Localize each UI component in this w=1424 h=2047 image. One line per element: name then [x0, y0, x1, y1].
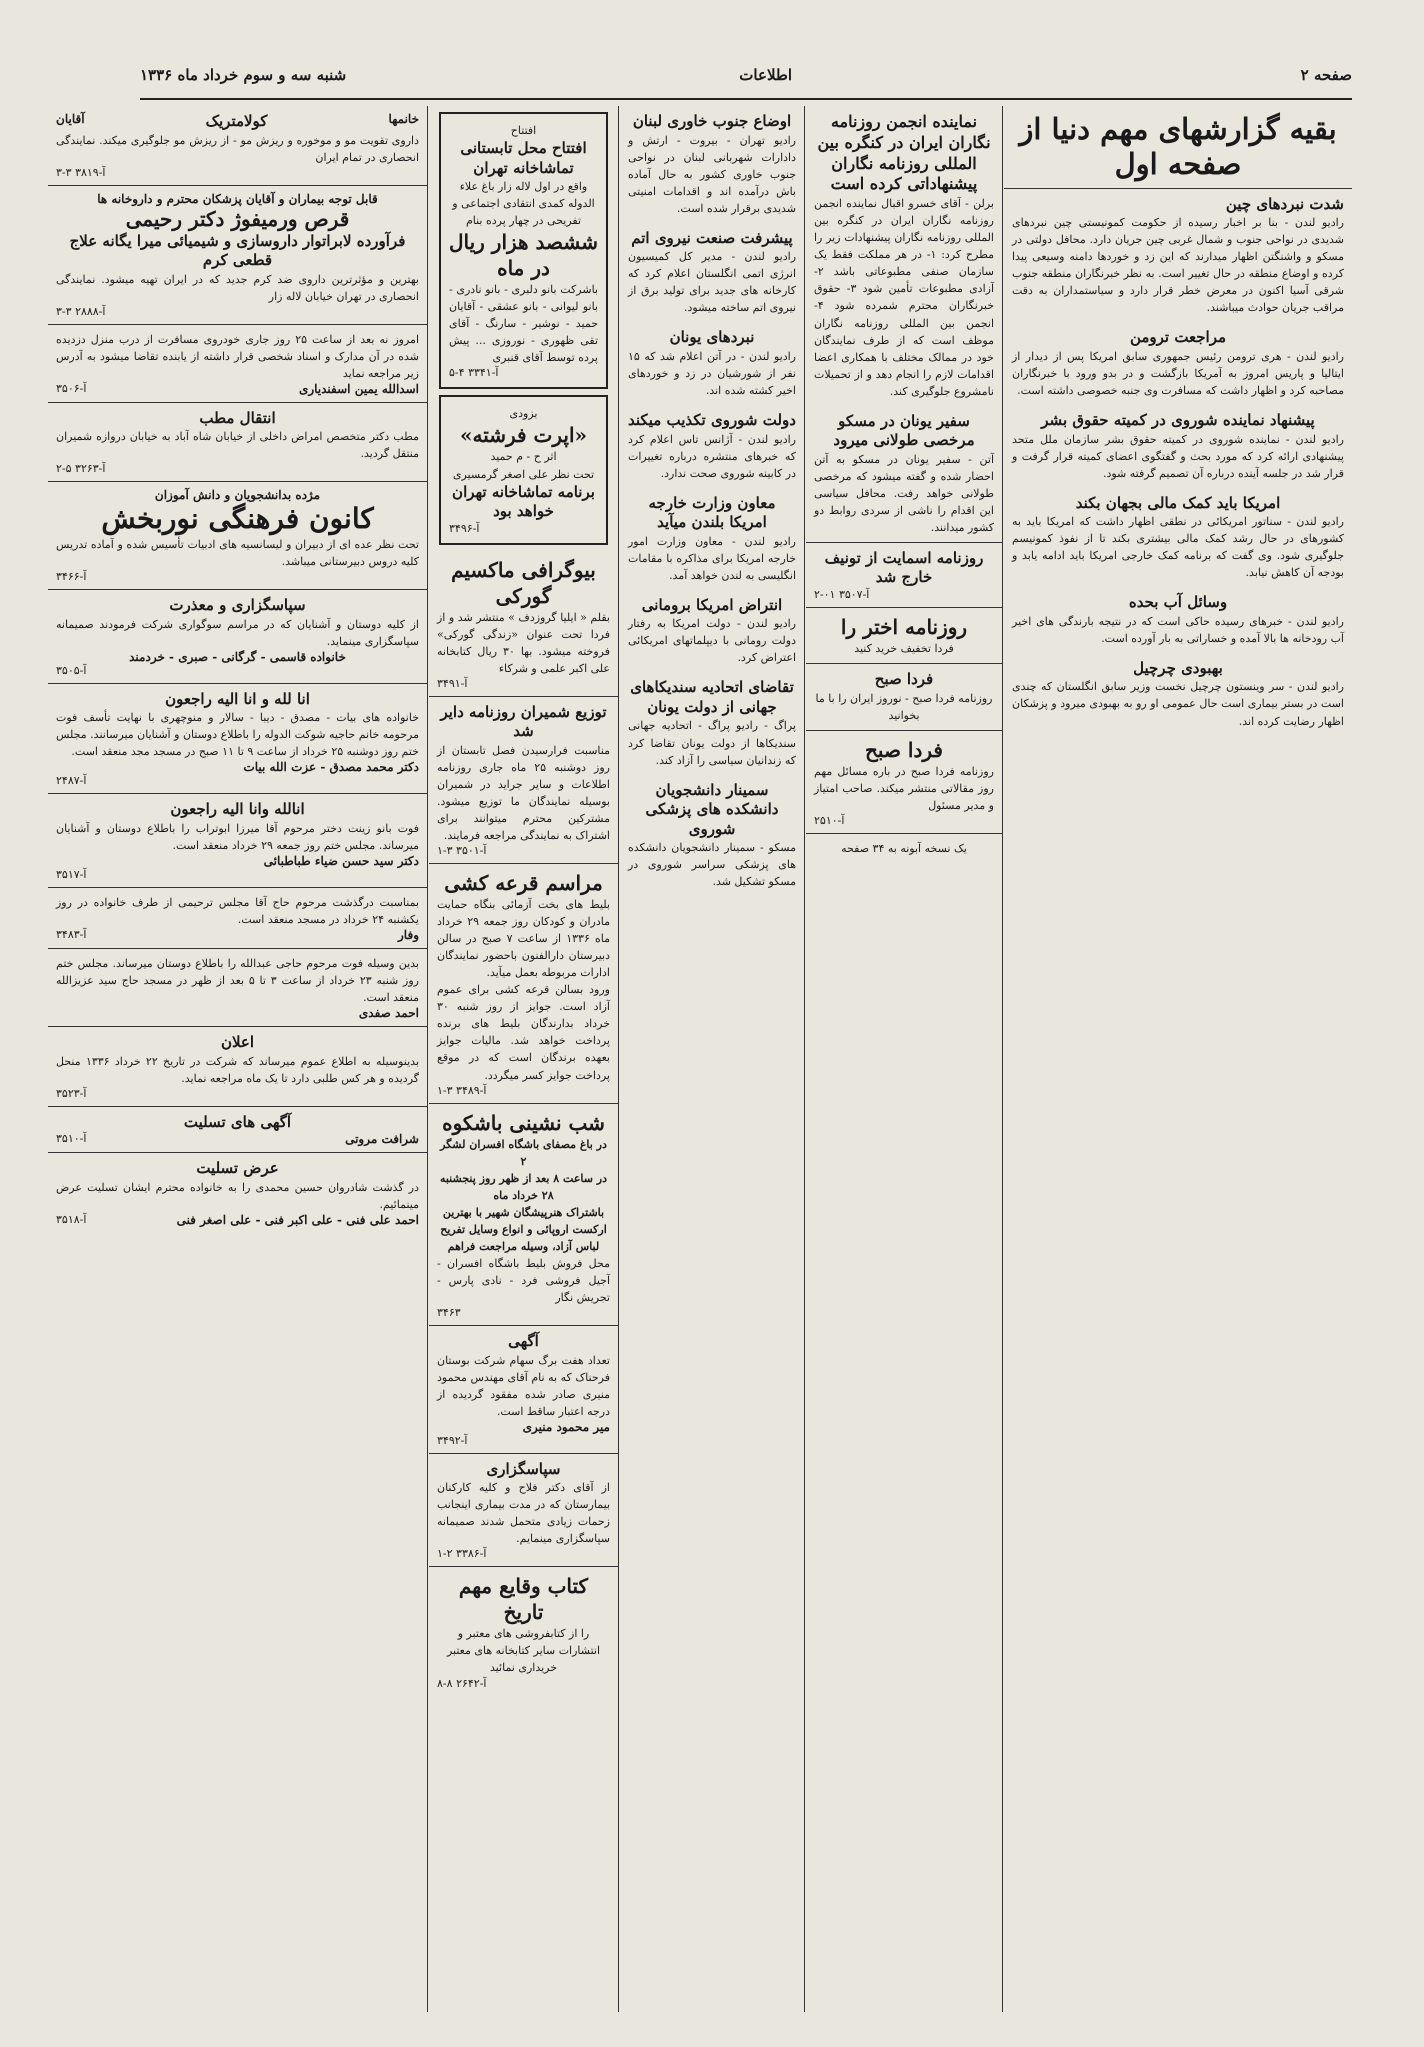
- ad-line: لباس آزاد، وسیله مراجعت فراهم: [447, 1239, 600, 1253]
- ad-code: آ-۳۴۹۶: [449, 521, 480, 535]
- article: [806, 106, 1002, 406]
- article-title: مراجعت ترومن: [1129, 328, 1227, 347]
- play-title: ششصد هزار ریال در ماه: [448, 230, 598, 281]
- article-body: رادیو لندن - نماینده شوروی در کمیته حقوق بشر سازمان ملل متحد پیشنهادی ارائه کرد که مورد بحث و گفتگوی اعضای کمیته قرار گرفت و قرار شد در جلسه آینده درباره آن تصمیم گرفته شود.: [1012, 432, 1344, 480]
- notice: [429, 1326, 618, 1454]
- ad-code: آ-۲۴۸۷: [56, 774, 87, 788]
- thanks-notice: [48, 590, 427, 684]
- ad-title: کانون فرهنگی نوربخش: [101, 502, 374, 536]
- article: [620, 590, 804, 673]
- ad-body: فوت بانو زینت دختر مرحوم آقا میرزا ابوتراب را باطلاع دوستان و آشنایان میرساند. مجلس ختم روز جمعه ۲۹ خرداد منعقد است.: [56, 821, 419, 852]
- article-title: نماینده انجمن روزنامه نگاران ایران در کنگره بین المللی روزنامه نگاران پیشنهاداتی کرده است: [817, 112, 991, 194]
- ad-title: اعلان: [220, 1033, 255, 1052]
- ad-body: یک نسخه آبونه به ۳۴ صفحه: [841, 841, 967, 855]
- ad-title: مراسم قرعه کشی: [444, 871, 603, 896]
- ad-signature: میر محمود منیری: [522, 1419, 610, 1434]
- ad-code: آ-۳۵۱۸: [56, 1212, 87, 1226]
- article: [620, 405, 804, 488]
- ad-body: از کلیه دوستان و آشنایان که در مراسم سوگواری شرکت فرمودند صمیمانه سپاسگزاری مینماید.: [56, 617, 419, 648]
- ad-code: آ-۲۶۴۲ ۸-۸: [437, 1676, 487, 1690]
- ad-body: تحت نظر عده ای از دبیران و لیسانسیه های ادبیات تأسیس شده و آماده تدریس کلیه دروس دبیرستانی میباشد.: [56, 538, 419, 569]
- ad-code: ۲-۵ آ-۳۲۶۳: [56, 462, 106, 476]
- ad-kicker: مژده بدانشجویان و دانش آموزان: [154, 488, 321, 503]
- article-title: سفیر یونان در مسکو مرخصی طولانی میرود: [833, 411, 975, 450]
- article-body: رادیو لندن - سر وینستون چرچیل نخست وزیر سابق انگلستان که چندی است در بستر بیماری است حال عمومی او رو به بهبودی میرود و پزشکان اظهار رضایت کرده اند.: [1012, 680, 1344, 728]
- ad-code: آ-۳۵۲۳: [56, 1086, 87, 1100]
- ad-signature: وفار: [398, 928, 419, 943]
- ad-title: انتقال مطب: [199, 408, 276, 427]
- ad-title: انا لله و انا الیه راجعون: [165, 689, 310, 708]
- masthead-rule: [140, 98, 1352, 100]
- ad-signature: احمد صفدی: [358, 1006, 419, 1021]
- obituary: [48, 794, 427, 888]
- ad-signature: احمد علی فنی - علی اکبر فنی - علی اصغر فنی: [176, 1212, 419, 1227]
- thanks-notice: [429, 1454, 618, 1568]
- ad-code: آ-۳۳۴۱ ۴-۵: [449, 366, 499, 380]
- ad-title: انالله وانا الیه راجعون: [170, 800, 305, 819]
- article-body: رادیو لندن - در آتن اعلام شد که ۱۵ نفر از شورشیان در زد و خوردهای اخیر کشته شده اند.: [628, 349, 796, 398]
- ad-code: آ-۳۸۱۹ ۳-۳: [56, 165, 106, 179]
- ad-signature: دکتر محمد مصدق - عزت الله بیات: [243, 760, 419, 775]
- article: [620, 322, 804, 405]
- ad-kicker: افتتاح: [510, 124, 537, 137]
- ad-code: ۲-۰۱ آ-۳۵۰۷: [814, 587, 870, 601]
- main-headline-block: [1004, 106, 1352, 189]
- ad-code: آ-۳۵۰۶: [56, 381, 87, 395]
- ad-line: محل فروش بلیط باشگاه افسران - آجیل فروشی فرد - نادی پارس - تجریش نگار: [437, 1256, 610, 1304]
- article-title: اوضاع جنوب خاوری لبنان: [632, 112, 792, 130]
- ad-line: باشتراک هنرپیشگان شهیر با بهترین: [442, 1205, 605, 1219]
- article-body: رادیو لندن - سناتور امریکائی در نطقی اظهار داشت که امریکا باید به کشورهای در حال رشد کمک مالی بیشتری بکند تا از نفوذ کمونیسم جلوگیری شود. وی گفت که برنامه کمک خارجی امریکا باید ادامه یابد و بودجه آن کاهش نیابد.: [1012, 515, 1344, 580]
- obituary: [48, 684, 427, 795]
- ad-director: تحت نظر علی اصغر گرمسیری: [452, 467, 595, 481]
- ad-title: روزنامه اختر را: [840, 614, 968, 639]
- article-body: رادیو لندن - خبرهای رسیده حاکی است که در نتیجه بارندگی های اخیر آب رودخانه ها بالا آمده و خساراتی به بار آورده است.: [1012, 614, 1344, 645]
- ad-code: ۱-۳ آ-۳۴۸۹: [437, 1083, 487, 1097]
- ad-title: کولامتریک: [205, 112, 268, 130]
- ad-code: آ-۳۵۱۷: [56, 867, 87, 881]
- ad-title: عرض تسلیت: [196, 1159, 279, 1178]
- ad-label: آقایان: [56, 112, 85, 126]
- ad-box: [806, 731, 1002, 834]
- article: [620, 223, 804, 323]
- ad-title: سپاسگزاری: [486, 1459, 561, 1478]
- ad-body: امروز نه بعد از ساعت ۲۵ روز جاری خودروی مسافرت از درب منزل دزدیده شده در آن مدارک و اسناد شخصی قرار داشته از یابنده تقاضا میشود به آدرس زیر مراجعه نماید: [56, 332, 419, 380]
- article-title: بهبودی چرچیل: [1133, 658, 1223, 677]
- distribution-notice: [429, 697, 618, 864]
- ad-body: روزنامه فردا صبح در باره مسائل مهم روز مقالاتی منتشر میکند. صاحب امتیاز و مدیر مسئول: [814, 764, 994, 812]
- article-title: تقاضای اتحادیه سندیکاهای جهانی از دولت یونان: [630, 678, 794, 716]
- column-rule: [427, 106, 428, 2012]
- article-body: آتن - سفیر یونان در مسکو به آتن احضار شده و گفته میشود که مرخصی طولانی خواهد رفت. محافل سیاسی این اقدام را ناشی از سردی روابط دو کشور میدانند.: [814, 452, 994, 534]
- ad-body: بدینوسیله به اطلاع عموم میرساند که شرکت در تاریخ ۲۲ خرداد ۱۳۳۶ منحل گردیده و هر کس طلبی دارد تا یک ماه مراجعه نماید.: [56, 1054, 420, 1085]
- lost-notice: [48, 325, 427, 403]
- ad-subtitle: فرآورده لابراتوار داروسازی و شیمیائی میرا یگانه علاج قطعی کرم: [69, 231, 406, 270]
- ad-code: ۱-۲ آ-۳۳۸۶: [437, 1547, 487, 1561]
- article-title: پیشرفت صنعت نیروی اتم: [631, 228, 793, 247]
- book-ad: [429, 551, 618, 697]
- column-rule: [618, 106, 619, 2012]
- article: [1004, 405, 1352, 488]
- article: [1004, 189, 1352, 323]
- condolence-notice: [48, 1153, 427, 1233]
- ad-title: آگهی: [508, 1332, 539, 1351]
- announcement: [48, 1027, 427, 1107]
- article-title: وسائل آب بحده: [1128, 593, 1228, 612]
- ad-body: بقلم « ایلیا گروزدف » منتشر شد و از فردا تحت عنوان «زندگی گورکی» فروخته میشود. بها ۳۰ ریال کتابخانه علی اکبر علمی و شرکاء: [437, 610, 610, 675]
- column-1: [1004, 106, 1352, 2012]
- ad-title: افتتاح محل تابستانی تماشاخانه تهران: [460, 139, 587, 177]
- article-body: برلن - آقای خسرو اقبال نماینده انجمن روزنامه نگاران ایران در کنگره بین المللی روزنامه نگاران پیشنهادات زیر را مطرح کرد: ۱- در هر مملکت فقط یک سازمان صنفی مطبوعاتی باشد ۲- آزادی مطبوعات تأمین شود ۳- حقوق خبرنگاران محترم شمرده شود ۴- انجمن بین المللی روزنامه نگاران موظف است که از طرف نمایندگان خود در ممالک مختلف با همکاری اعضا اقدامات لازم را انجام دهد و از تحمیلات نامشروع جلوگیری کند.: [814, 197, 995, 398]
- office-move-notice: [48, 403, 427, 483]
- ad-title: سپاسگزاری و معذرت: [169, 596, 306, 615]
- column-rule: [1002, 106, 1003, 2012]
- lottery-notice: [429, 864, 618, 1104]
- ad-label: خانمها: [388, 112, 419, 126]
- ad-title: فردا صبح: [874, 670, 934, 689]
- column-2: [806, 106, 1002, 2012]
- article-body: رادیو تهران - بیروت - ارتش و دادارات شهربانی لبنان در نواحی جنوب خاوری کشور به حال آماده باش درآمده اند و اقدامات امنیتی شدیدی برقرار شده است.: [628, 133, 796, 215]
- article: [1004, 587, 1352, 653]
- issue-date: شنبه سه و سوم خرداد ماه ۱۳۳۶: [140, 66, 347, 84]
- ad-venue: برنامه تماشاخانه تهران خواهد بود: [452, 482, 595, 521]
- column-3: [620, 106, 804, 2012]
- ad-box: [806, 664, 1002, 731]
- article-body: رادیو لندن - بنا بر اخبار رسیده از حکومت کمونیستی چین نبردهای شدیدی در نواحی جنوب و شمال غربی چین جریان دارد. محافل دولتی در مسکو و واشنگتن اظهار میدارند که این زد و خوردها دامنه وسیعی پیدا کرده و اوضاع منطقه در حال تغییر است. به نظر خبرنگاران منطقه جنوب شرقی آسیا اکنون در معرض خطر قرار دارد و سیاستمداران به دقت مراقب جریان حوادث میباشند.: [1012, 216, 1344, 315]
- article-body: رادیو لندن - دولت امریکا به رفتار دولت رومانی با دیپلماتهای امریکائی اعتراض کرد.: [628, 617, 796, 665]
- ad-code: آ-۳۵۱۰: [56, 1132, 87, 1146]
- ad-title: توزیع شمیران روزنامه دایر شد: [440, 702, 607, 741]
- ad-code: آ-۳۴۶۶: [56, 570, 87, 584]
- article-title: نبردهای یونان: [669, 328, 755, 347]
- article: [806, 406, 1002, 543]
- memorial-notice: [48, 888, 427, 949]
- condolence-ad: [48, 1107, 427, 1154]
- article: [620, 106, 804, 223]
- ad-title: شب نشینی باشکوه: [442, 1110, 605, 1135]
- ad-body: فردا تخفیف خرید کنید: [854, 641, 954, 655]
- ad-line: در باغ مصفای باشگاه افسران لشگر ۲: [440, 1137, 607, 1168]
- ad-body: مناسبت فرارسیدن فصل تابستان از روز دوشنبه ۲۵ ماه جاری روزنامه اطلاعات و سایر جراید در شمیران بوسیله نمایندگان ما توزیع میشود. مشترکین محترم میتوانند برای اشتراک به نمایندگی مراجعه فرمایند.: [437, 743, 610, 842]
- ad-body: از آقای دکتر فلاح و کلیه کارکنان بیمارستان که در مدت بیماری اینجانب زحمات زیادی متحمل شدند صمیمانه سپاسگزاری مینمایم.: [437, 1481, 610, 1546]
- book-ad: [429, 1567, 618, 1695]
- article-body: رادیو لندن - هری ترومن رئیس جمهوری سابق امریکا پس از دیدار از ایتالیا و پاریس امروز به آمریکا بازگشت و در بدو ورود با خبرنگاران مصاحبه کرد و اظهار داشت که مسافرت وی جنبه خصوصی داشته است.: [1012, 349, 1344, 397]
- article-title: دولت شوروی تکذیب میکند: [628, 411, 796, 430]
- party-ad: [429, 1104, 618, 1326]
- article-title: پیشنهاد نماینده شوروی در کمیته حقوق بشر: [1041, 411, 1315, 430]
- article-title: سمینار دانشجویان دانشکده های پزشکی شوروی: [645, 780, 779, 838]
- column-4: [429, 106, 618, 2012]
- column-5: [48, 106, 427, 2012]
- page-number: صفحه ۲: [1300, 66, 1352, 84]
- ad-body: تعداد هفت برگ سهام شرکت بوستان فرحناک که به نام آقای مهندس محمود منیری صادر شده مفقود گردیده از درجه اعتبار ساقط است.: [437, 1353, 610, 1418]
- ad-title: «اپرت فرشته»: [459, 423, 588, 448]
- ad-body: بهترین و مؤثرترین داروی ضد کرم جدید که در ایران تهیه میشود. نمایندگی انحصاری در تهران خیابان لاله زار: [56, 272, 419, 303]
- ad-line: ارکست اروپائی و انواع وسایل تفریح: [440, 1222, 607, 1236]
- main-headline: بقیه گزارشهای مهم دنیا از صفحه اول: [1019, 112, 1337, 181]
- article: [620, 488, 804, 590]
- ad-code: آ-۲۸۸۸ ۳-۳: [56, 304, 106, 318]
- ad-body: داروی تقویت مو و موخوره و ریزش مو - از ریزش مو جلوگیری میکند. نمایندگی انحصاری در تمام ایران: [56, 133, 419, 164]
- ad-body: باشرکت بانو دلبری - بانو نادری - بانو لیوانی - بانو عشقی - آقایان حمید - نوشیر - سارنگ - آقای تقی ظهوری - نوروزی ... پیش پرده توسط آقای قنبری: [449, 283, 598, 365]
- hair-tonic-ad: [48, 106, 427, 186]
- article-title: شدت نبردهای چین: [1225, 194, 1344, 213]
- ad-signature: دکتر سید حسن ضیاء طباطبائی: [263, 853, 419, 868]
- ad-code: ۳۴۶۳: [437, 1306, 461, 1320]
- ad-code: آ-۳۴۹۲: [437, 1433, 468, 1447]
- article-body: رادیو لندن - مدیر کل کمیسیون انرژی اتمی انگلستان اعلام کرد که کارخانه های جدید برای تولید برق از نیروی اتم ساخته میشود.: [628, 250, 796, 315]
- article-title: انتراض امریکا برومانی: [641, 595, 783, 614]
- ad-kicker: بزودی: [509, 407, 538, 421]
- article-title: معاون وزارت خارجه امریکا بلندن میآید: [648, 493, 776, 532]
- ad-body: خانواده های بیات - مصدق - دیبا - سالار و منوچهری با نهایت تأسف فوت مرحومه خانم حاجیه شوکت الدوله را باطلاع دوستان و آشنایان میرسانند. مجلس ختم روز دوشنبه ۲۵ خرداد از ساعت ۹ تا ۱۱ صبح در مسجد مجد منعقد است.: [56, 711, 419, 759]
- ad-body: بمناسبت درگذشت مرحوم حاج آقا مجلس ترحیمی از طرف خانواده در روز یکشنبه ۲۴ خرداد در مسجد منعقد است.: [56, 895, 419, 926]
- article: [1004, 488, 1352, 588]
- pharmacy-ad: [48, 186, 427, 325]
- article: [1004, 653, 1352, 736]
- ad-subtitle: واقع در اول لاله زار باغ علاء الدوله کمدی انتقادی اجتماعی و تفریحی در چهار پرده بنام: [452, 180, 595, 228]
- ad-box: [806, 608, 1002, 664]
- ad-code: آ-۳۴۸۳: [56, 928, 87, 942]
- ad-signature: شرافت مروتی: [345, 1132, 419, 1147]
- ad-signature: خانواده قاسمی - گرگانی - صبری - خردمند: [129, 649, 346, 664]
- school-ad: [48, 482, 427, 590]
- ad-body: ورود بسالن قرعه کشی برای عموم آزاد است. جوایز از روز شنبه ۳۰ خرداد بدارندگان بلیط های برنده پرداخت خواهد شد. مالیات جوایز بعهده برندگان است که در موقع پرداخت جوایز کسر میگردد.: [437, 983, 610, 1082]
- article: [620, 672, 804, 774]
- ad-body: مطب دکتر متخصص امراض داخلی از خیابان شاه آباد به خیابان دروازه شمیران منتقل گردید.: [56, 430, 419, 461]
- article: [1004, 322, 1352, 405]
- ad-body: بدین وسیله فوت مرحوم حاجی عبدالله را باطلاع دوستان میرساند. مجلس ختم روز شنبه ۲۳ خرداد از ساعت ۳ تا ۵ بعد از ظهر در مسجد حاج سید عزیزالله منعقد است.: [56, 957, 419, 1005]
- ad-title: قرص ورمیفوژ دکتر رحیمی: [125, 206, 350, 231]
- column-rule: [804, 106, 805, 2012]
- theatre-ad: [439, 112, 608, 389]
- ad-title: روزنامه اسمایت از تونیف خارج شد: [824, 548, 984, 587]
- ad-box: [806, 834, 1002, 863]
- ad-box: [806, 543, 1002, 608]
- ad-body: بلیط های بخت آزمائی بنگاه حمایت مادران و کودکان روز جمعه ۲۹ خرداد ماه ۱۳۳۶ از ساعت ۷ صبح در سالن دبیرستان دارالفنون باحضور نمایندگان ادارات مربوطه بعمل میآید.: [437, 898, 611, 980]
- article: [620, 775, 804, 897]
- article-body: رادیو لندن - آژانس تاس اعلام کرد که خبرهای منتشره درباره تغییرات در کابینه شوروی صحت ندارد.: [628, 432, 796, 480]
- article-body: رادیو لندن - معاون وزارت امور خارجه امریکا برای مذاکره با مقامات انگلیسی به لندن خواهد آمد.: [628, 534, 796, 582]
- ad-body: در گذشت شادروان حسین محمدی را به خانواده محترم ایشان تسلیت عرض مینمائیم.: [56, 1180, 419, 1211]
- ad-line: ۲۸ خرداد ماه: [493, 1188, 554, 1202]
- ad-code: آ-۳۴۹۱: [437, 676, 468, 690]
- ad-title: فردا صبح: [865, 737, 943, 762]
- paper-name: اطلاعات: [739, 66, 792, 84]
- ad-code: آ-۲۵۱۰: [814, 813, 845, 827]
- operetta-ad: [439, 395, 608, 544]
- article-body: پراگ - رادیو پراگ - اتحادیه جهانی سندیکاها از دولت یونان تقاضا کرد که زندانیان سیاسی را آزاد کند.: [628, 719, 796, 767]
- ad-signature: اسدالله یمین اسفندیاری: [298, 381, 419, 396]
- ad-body: روزنامه فردا صبح - نوروز ایران را با ما بخوانید: [815, 691, 993, 722]
- ad-body: را از کتابفروشی های معتبر و انتشارات سایر کتابخانه های معتبر خریداری نمائید: [446, 1627, 601, 1675]
- ad-kicker: قابل توجه بیماران و آقایان پزشکان محترم و داروخانه ها: [97, 191, 378, 206]
- ad-line: در ساعت ۸ بعد از ظهر روز پنجشنبه: [439, 1171, 608, 1185]
- masthead: [140, 62, 1352, 90]
- ad-subtitle: اثر ح - م حمید: [490, 450, 557, 464]
- ad-title: کتاب وقایع مهم تاریخ: [458, 1574, 589, 1625]
- ad-code: آ-۳۵۰۵: [56, 663, 87, 677]
- mourning-notice: [48, 949, 427, 1027]
- ad-header-row: [56, 112, 419, 132]
- ad-title: بیوگرافی ماکسیم گورکی: [451, 557, 596, 608]
- article-title: امریکا باید کمک مالی بجهان بکند: [1075, 493, 1281, 512]
- ad-title: آگهی های تسلیت: [183, 1112, 292, 1131]
- article-body: مسکو - سمینار دانشجویان دانشکده های پزشکی سراسر شوروی در مسکو تشکیل شد.: [628, 841, 796, 889]
- ad-code: ۱-۳ آ-۳۵۰۱: [437, 844, 487, 858]
